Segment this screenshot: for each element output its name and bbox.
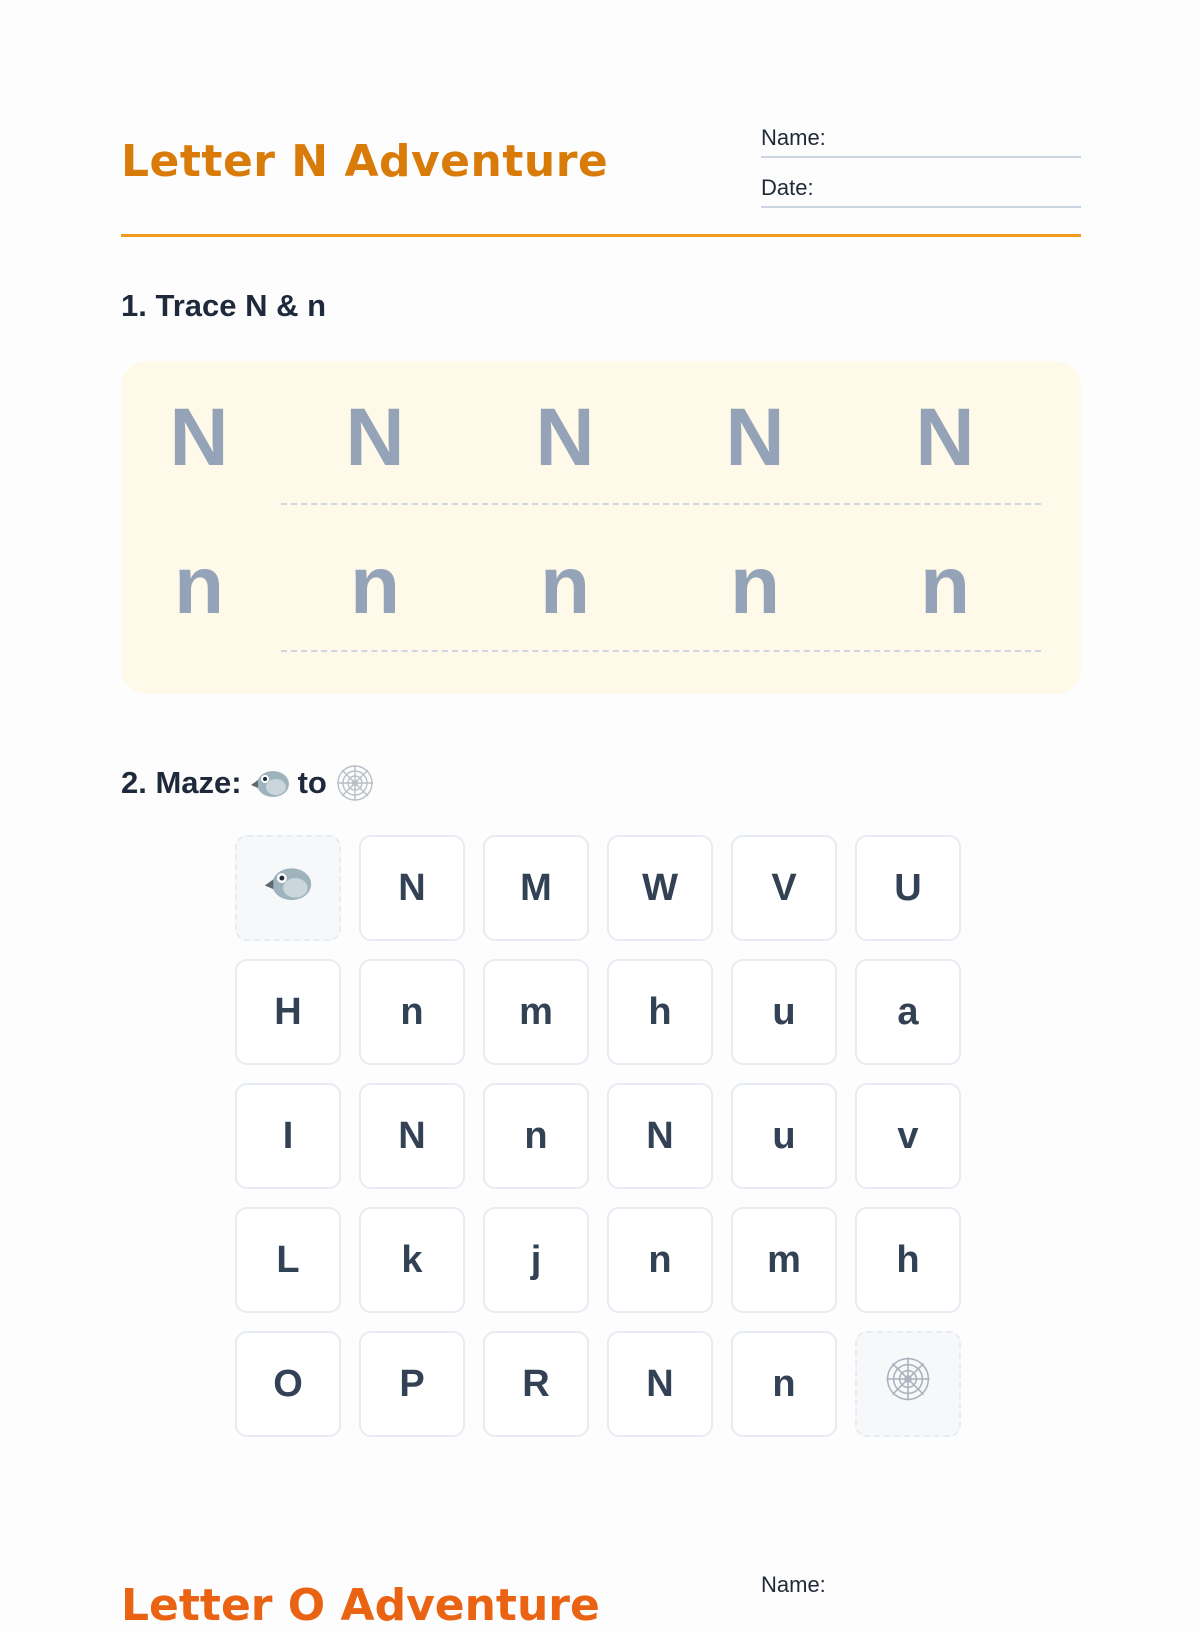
maze-cell[interactable]: U — [855, 835, 961, 941]
trace-letter-upper[interactable]: N — [915, 392, 975, 483]
maze-end-cell[interactable] — [855, 1331, 961, 1437]
next-name-label: Name: — [761, 1572, 826, 1597]
next-student-info — [761, 1572, 1081, 1598]
trace-letter-upper[interactable]: N — [169, 392, 229, 483]
maze-cell[interactable]: v — [855, 1083, 961, 1189]
trace-letter-lower[interactable]: n — [349, 540, 401, 631]
trace-letter-lower[interactable]: n — [919, 540, 971, 631]
maze-cell[interactable]: a — [855, 959, 961, 1065]
maze-cell[interactable]: k — [359, 1207, 465, 1313]
worksheet-title: Letter N Adventure — [121, 136, 609, 187]
name-field[interactable] — [761, 122, 1081, 158]
maze-cell[interactable]: h — [607, 959, 713, 1065]
bird-icon — [250, 765, 290, 801]
student-info — [761, 122, 1081, 222]
spider-web-icon — [884, 1355, 932, 1413]
maze-cell[interactable]: V — [731, 835, 837, 941]
maze-cell[interactable]: N — [359, 835, 465, 941]
maze-cell[interactable]: m — [483, 959, 589, 1065]
maze-cell[interactable]: N — [359, 1083, 465, 1189]
maze-cell[interactable]: N — [607, 1331, 713, 1437]
trace-letter-upper[interactable]: N — [345, 392, 405, 483]
trace-letter-upper[interactable]: N — [725, 392, 785, 483]
maze-heading — [121, 763, 383, 803]
maze-cell[interactable]: n — [359, 959, 465, 1065]
next-worksheet-title: Letter O Adventure — [121, 1580, 600, 1631]
date-label: Date: — [761, 175, 814, 200]
maze-cell[interactable]: W — [607, 835, 713, 941]
maze-cell[interactable]: u — [731, 959, 837, 1065]
trace-letter-upper[interactable]: N — [535, 392, 595, 483]
date-field[interactable] — [761, 172, 1081, 208]
maze-heading-to: to — [297, 765, 327, 800]
spider-web-icon — [335, 763, 375, 803]
writing-guide-line — [281, 503, 1041, 505]
maze-cell[interactable]: n — [731, 1331, 837, 1437]
maze-cell[interactable]: O — [235, 1331, 341, 1437]
name-label: Name: — [761, 125, 826, 150]
maze-cell[interactable]: L — [235, 1207, 341, 1313]
lowercase-trace-row — [121, 519, 1081, 639]
maze-cell[interactable]: P — [359, 1331, 465, 1437]
maze-start-cell[interactable] — [235, 835, 341, 941]
maze-cell[interactable]: n — [607, 1207, 713, 1313]
maze-cell[interactable]: M — [483, 835, 589, 941]
worksheet-header — [121, 110, 1081, 237]
maze-cell[interactable]: R — [483, 1331, 589, 1437]
next-worksheet-header — [121, 1560, 1081, 1631]
trace-area — [121, 361, 1081, 694]
maze-cell[interactable]: n — [483, 1083, 589, 1189]
maze-cell[interactable]: j — [483, 1207, 589, 1313]
maze-cell[interactable]: u — [731, 1083, 837, 1189]
maze-cell[interactable]: N — [607, 1083, 713, 1189]
trace-letter-lower[interactable]: n — [173, 540, 225, 631]
maze-heading-prefix: 2. Maze: — [121, 765, 242, 800]
writing-guide-line — [281, 650, 1041, 652]
uppercase-trace-row — [121, 361, 1081, 481]
maze-cell[interactable]: H — [235, 959, 341, 1065]
trace-letter-lower[interactable]: n — [729, 540, 781, 631]
maze-cell[interactable]: h — [855, 1207, 961, 1313]
maze-cell[interactable]: I — [235, 1083, 341, 1189]
trace-heading: 1. Trace N & n — [121, 288, 327, 323]
maze-cell[interactable]: m — [731, 1207, 837, 1313]
trace-letter-lower[interactable]: n — [539, 540, 591, 631]
bird-icon — [263, 861, 313, 915]
